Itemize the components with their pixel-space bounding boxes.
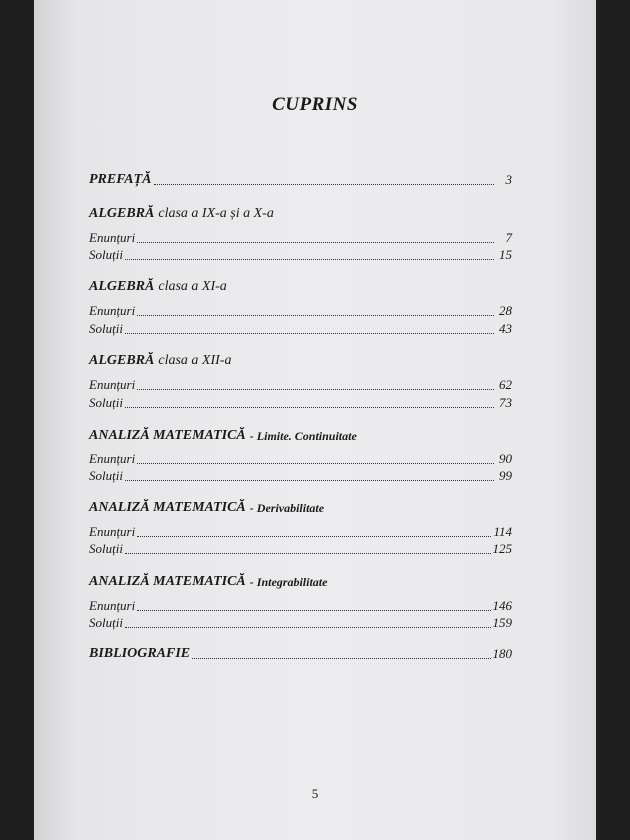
toc-entry (89, 230, 512, 246)
toc-entry-prefata (89, 172, 512, 188)
dot-leader (125, 333, 494, 334)
toc-entry-label: Soluții (89, 615, 123, 630)
section-heading-sub: - Derivabilitate (249, 501, 325, 515)
toc-entry-page: 180 (492, 646, 512, 661)
toc-entry-label: Enunțuri (89, 377, 136, 392)
section-heading-sub: - Integrabilitate (249, 575, 328, 589)
toc-entry-label: Soluții (89, 321, 123, 336)
section-heading-title: ALGEBRĂ (89, 206, 155, 221)
toc-entry-page: 62 (499, 377, 512, 392)
page-title: CUPRINS (272, 94, 358, 115)
toc-entry-label: Soluții (89, 468, 123, 483)
toc-entry (89, 303, 512, 319)
section-heading-title: ANALIZĂ MATEMATICĂ (89, 574, 246, 589)
section-heading (89, 353, 512, 369)
dot-leader (125, 480, 494, 481)
section-heading (89, 500, 512, 516)
toc-entry-label: Soluții (89, 247, 123, 262)
toc-entry (89, 524, 512, 540)
toc-entry-label: BIBLIOGRAFIE (89, 646, 191, 661)
section-heading-sub: clasa a XII-a (158, 353, 232, 368)
toc-entry-page: 114 (493, 524, 512, 539)
dot-leader (137, 610, 490, 611)
toc-entry-page: 159 (492, 615, 512, 630)
section-heading-title: ALGEBRĂ (89, 279, 155, 294)
section-heading (89, 574, 512, 590)
section-heading-sub: clasa a XI-a (158, 279, 227, 294)
toc-entry (89, 615, 512, 631)
toc-entry (89, 321, 512, 337)
toc-entry-page: 146 (492, 598, 512, 613)
section-heading (89, 279, 512, 295)
toc-entry-page: 43 (499, 321, 512, 336)
dot-leader (125, 553, 491, 554)
toc-entry (89, 247, 512, 263)
toc-entry (89, 598, 512, 614)
toc-entry (89, 468, 512, 484)
toc-entry-label: Enunțuri (89, 598, 136, 613)
section-heading-sub: clasa a IX-a și a X-a (158, 206, 274, 221)
toc-entry (89, 377, 512, 393)
book-page (34, 0, 596, 840)
toc-entry-label: Soluții (89, 395, 123, 410)
dot-leader (192, 658, 490, 659)
dot-leader (125, 259, 494, 260)
section-heading (89, 206, 512, 222)
page-number: 5 (311, 786, 319, 801)
toc-entry (89, 451, 512, 467)
toc-entry-page: 15 (499, 247, 512, 262)
toc-entry-page: 73 (499, 395, 512, 410)
toc-entry-label: Enunțuri (89, 303, 136, 318)
section-heading-title: ANALIZĂ MATEMATICĂ (89, 428, 246, 443)
toc-entry-label: Enunțuri (89, 451, 136, 466)
section-heading-title: ALGEBRĂ (89, 353, 155, 368)
toc-entry (89, 541, 512, 557)
toc-entry-page: 90 (499, 451, 512, 466)
toc-entry-page: 99 (499, 468, 512, 483)
section-heading-title: ANALIZĂ MATEMATICĂ (89, 500, 246, 515)
toc-entry-label: Soluții (89, 541, 123, 556)
toc-entry-label: Enunțuri (89, 524, 136, 539)
dot-leader (137, 242, 494, 243)
dot-leader (137, 315, 494, 316)
toc-entry-page: 28 (499, 303, 512, 318)
toc-entry-page: 125 (492, 541, 512, 556)
toc-entry (89, 395, 512, 411)
dot-leader (137, 463, 494, 464)
toc-entry-page: 7 (505, 230, 512, 245)
dot-leader (137, 389, 494, 390)
section-heading (89, 428, 512, 444)
section-heading-sub: - Limite. Continuitate (249, 429, 357, 443)
dot-leader (125, 407, 494, 408)
toc-entry-label: PREFAȚĂ (89, 172, 152, 187)
toc-entry-label: Enunțuri (89, 230, 136, 245)
dot-leader (125, 627, 491, 628)
toc-entry-page: 3 (505, 172, 512, 187)
dot-leader (137, 536, 491, 537)
dot-leader (154, 184, 494, 185)
toc-entry-bibliografie (89, 646, 512, 662)
